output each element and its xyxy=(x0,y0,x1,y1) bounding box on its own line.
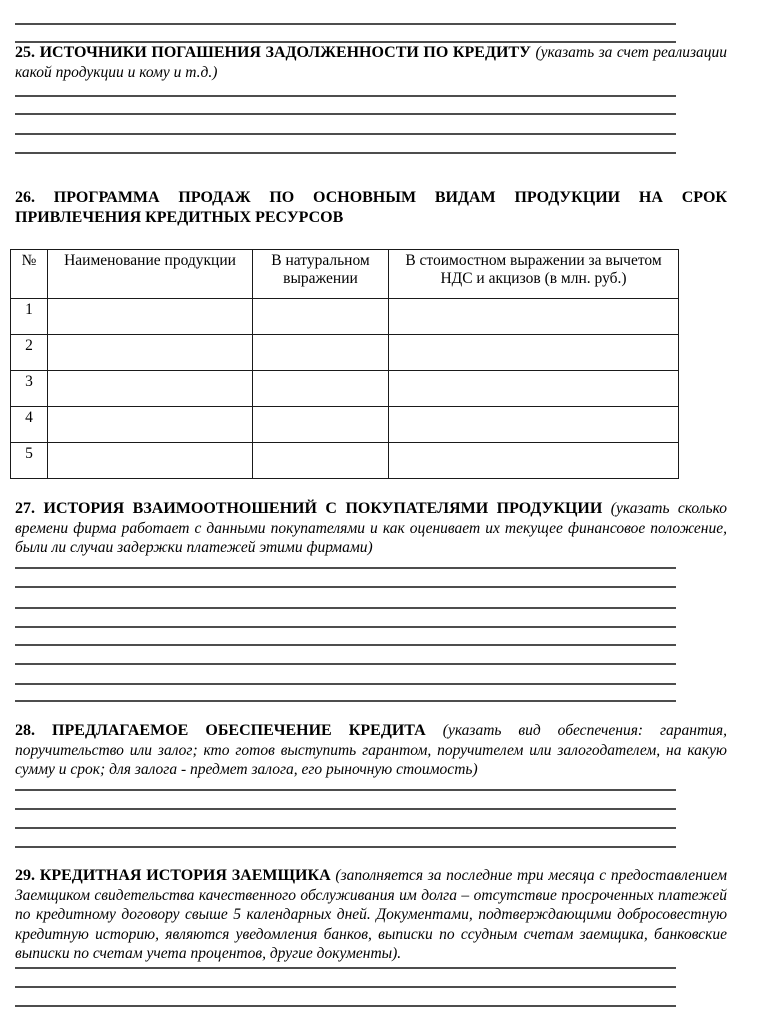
row-number-cell: 5 xyxy=(11,443,48,479)
row-number-cell: 2 xyxy=(11,335,48,371)
section-26-heading xyxy=(15,188,727,227)
natural-volume-cell xyxy=(253,299,389,335)
writein-line xyxy=(15,586,676,588)
table-row xyxy=(11,407,679,443)
section-25-title: 25. ИСТОЧНИКИ ПОГАШЕНИЯ ЗАДОЛЖЕННОСТИ ПО КРЕДИТУ xyxy=(15,44,531,61)
writein-line xyxy=(15,700,676,702)
table-row xyxy=(11,371,679,407)
section-29-heading xyxy=(15,866,727,964)
section-29-title: 29. КРЕДИТНАЯ ИСТОРИЯ ЗАЕМЩИКА xyxy=(15,867,331,884)
col-header-value-net: В стоимостном выражении за вычетом НДС и акцизов (в млн. руб.) xyxy=(389,250,679,299)
writein-line xyxy=(15,626,676,628)
section-27-heading xyxy=(15,499,727,558)
writein-line xyxy=(15,967,676,969)
value-cell xyxy=(389,299,679,335)
product-name-cell xyxy=(48,299,253,335)
table-row xyxy=(11,443,679,479)
value-cell xyxy=(389,371,679,407)
value-cell xyxy=(389,443,679,479)
product-name-cell xyxy=(48,335,253,371)
value-cell xyxy=(389,335,679,371)
row-number-cell: 3 xyxy=(11,371,48,407)
col-header-number: № xyxy=(11,250,48,299)
section-26-title-line1: 26. ПРОГРАММА ПРОДАЖ ПО ОСНОВНЫМ ВИДАМ ПРОДУКЦИИ НА СРОК xyxy=(15,189,727,206)
writein-line xyxy=(15,827,676,829)
col-header-product-name: Наименование продукции xyxy=(48,250,253,299)
section-26-title-line2: ПРИВЛЕЧЕНИЯ КРЕДИТНЫХ РЕСУРСОВ xyxy=(15,208,344,226)
row-number-cell: 4 xyxy=(11,407,48,443)
table-row xyxy=(11,299,679,335)
section-29-note: (заполняется за последние три месяца с предоставлением Заемщиком свидетельства качественного обслуживания им долга – отсутствие просроченных платежей по кредитному договору свыше 5 календарных дней. Документами, подтверждающими добросовестную кредитную историю, являются уведомления банков, выписки по ссудным счетам заемщика, банковские выписки по счетам учета процентов, другие документы). xyxy=(15,867,727,962)
writein-line xyxy=(15,133,676,135)
writein-line xyxy=(15,152,676,154)
writein-line xyxy=(15,986,676,988)
product-name-cell xyxy=(48,371,253,407)
writein-line xyxy=(15,113,676,115)
writein-line xyxy=(15,1005,676,1007)
product-name-cell xyxy=(48,443,253,479)
sales-table-body xyxy=(11,299,679,479)
section-28-heading xyxy=(15,721,727,780)
writein-line xyxy=(15,808,676,810)
col-header-natural-volume: В натуральном выражении xyxy=(253,250,389,299)
writein-line xyxy=(15,663,676,665)
writein-line xyxy=(15,607,676,609)
table-row xyxy=(11,335,679,371)
writein-line xyxy=(15,644,676,646)
natural-volume-cell xyxy=(253,407,389,443)
table-header-row xyxy=(11,250,679,299)
writein-line xyxy=(15,95,676,97)
natural-volume-cell xyxy=(253,371,389,407)
writein-line xyxy=(15,789,676,791)
natural-volume-cell xyxy=(253,443,389,479)
writein-line xyxy=(15,683,676,685)
section-27-note: (указать сколько времени фирма работает с данными покупателями и как оценивает их текущее финансовое положение, были ли случаи задержки платежей этими фирмами) xyxy=(15,500,727,556)
value-cell xyxy=(389,407,679,443)
section-27-title: 27. ИСТОРИЯ ВЗАИМООТНОШЕНИЙ С ПОКУПАТЕЛЯМИ ПРОДУКЦИИ xyxy=(15,500,603,517)
writein-line xyxy=(15,41,676,43)
sales-table-header xyxy=(11,250,679,299)
writein-line xyxy=(15,846,676,848)
sales-program-table xyxy=(10,249,679,479)
product-name-cell xyxy=(48,407,253,443)
section-25-heading xyxy=(15,43,727,82)
natural-volume-cell xyxy=(253,335,389,371)
writein-line xyxy=(15,567,676,569)
section-28-title: 28. ПРЕДЛАГАЕМОЕ ОБЕСПЕЧЕНИЕ КРЕДИТА xyxy=(15,722,426,739)
row-number-cell: 1 xyxy=(11,299,48,335)
section-25-note: (указать за счет реализации какой продукции и кому и т.д.) xyxy=(15,44,728,81)
writein-line xyxy=(15,23,676,25)
section-28-note: (указать вид обеспечения: гарантия, поручительство или залог; кто готов выступить гарантом, поручителем или залогодателем, на какую сумму и срок; для залога - предмет залога, его рыночную стоимость) xyxy=(15,722,728,778)
